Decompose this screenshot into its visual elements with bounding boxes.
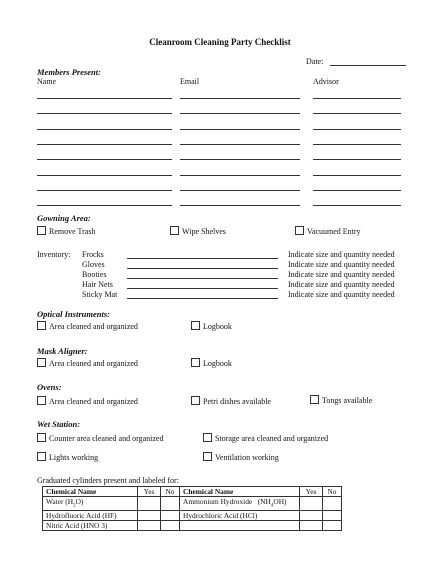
checkbox[interactable] <box>37 321 46 330</box>
col-chemical-name: Chemical Name <box>180 487 300 497</box>
member-field[interactable] <box>37 113 172 114</box>
inventory-field[interactable] <box>127 278 278 279</box>
no-cell[interactable] <box>161 497 180 511</box>
check-ovens-area[interactable]: Area cleaned and organized <box>37 396 138 406</box>
col-no: No <box>323 487 342 497</box>
date-field[interactable] <box>330 65 406 66</box>
inventory-item-sticky-mat: Sticky Mat <box>82 290 118 299</box>
inventory-field[interactable] <box>127 298 278 299</box>
member-field[interactable] <box>313 175 401 176</box>
member-field[interactable] <box>37 205 172 206</box>
column-advisor: Advisor <box>313 77 339 86</box>
inventory-field[interactable] <box>127 268 278 269</box>
member-field[interactable] <box>313 190 401 191</box>
member-field[interactable] <box>313 159 401 160</box>
mask-heading: Mask Aligner: <box>37 346 88 356</box>
yes-cell[interactable] <box>300 497 323 511</box>
inventory-item-hair-nets: Hair Nets <box>82 280 113 289</box>
yes-cell[interactable] <box>138 511 161 521</box>
no-cell[interactable] <box>323 511 342 521</box>
member-field[interactable] <box>37 175 172 176</box>
check-lights[interactable]: Lights working <box>37 452 98 462</box>
member-field[interactable] <box>37 98 172 99</box>
chemical-cell: Hydrochloric Acid (HCl) <box>180 511 300 521</box>
table-row <box>43 511 342 521</box>
checkbox[interactable] <box>191 358 200 367</box>
optical-heading: Optical Instruments: <box>37 309 110 319</box>
cylinders-table <box>42 486 342 531</box>
member-field[interactable] <box>313 144 401 145</box>
member-field[interactable] <box>37 159 172 160</box>
inventory-note: Indicate size and quantity needed <box>288 250 395 259</box>
checkbox[interactable] <box>203 433 212 442</box>
col-yes: Yes <box>138 487 161 497</box>
member-field[interactable] <box>180 144 300 145</box>
wet-heading: Wet Station: <box>37 419 81 429</box>
checkbox[interactable] <box>37 358 46 367</box>
checkbox[interactable] <box>191 396 200 405</box>
column-name: Name <box>37 77 57 86</box>
checkbox[interactable] <box>295 226 304 235</box>
checkbox[interactable] <box>37 396 46 405</box>
inventory-note: Indicate size and quantity needed <box>288 290 395 299</box>
member-field[interactable] <box>37 190 172 191</box>
yes-cell[interactable] <box>138 521 161 531</box>
ovens-heading: Ovens: <box>37 382 62 392</box>
member-field[interactable] <box>180 159 300 160</box>
table-header-row <box>43 487 342 497</box>
check-tongs[interactable]: Tongs available <box>310 395 372 405</box>
inventory-note: Indicate size and quantity needed <box>288 280 395 289</box>
member-field[interactable] <box>37 129 172 130</box>
table-row <box>43 521 342 531</box>
member-field[interactable] <box>180 190 300 191</box>
checkbox[interactable] <box>203 452 212 461</box>
checkbox[interactable] <box>310 395 319 404</box>
cylinders-caption: Graduated cylinders present and labeled for: <box>37 476 179 485</box>
checkbox[interactable] <box>37 452 46 461</box>
no-cell[interactable] <box>323 521 342 531</box>
chemical-cell: Hydrofluoric Acid (HF) <box>43 511 138 521</box>
yes-cell[interactable] <box>300 521 323 531</box>
no-cell[interactable] <box>323 497 342 511</box>
inventory-label: Inventory: <box>37 250 71 259</box>
check-optical-area[interactable]: Area cleaned and organized <box>37 321 138 331</box>
no-cell[interactable] <box>161 521 180 531</box>
check-storage-area[interactable]: Storage area cleaned and organized <box>203 433 328 443</box>
check-mask-logbook[interactable]: Logbook <box>191 358 232 368</box>
member-field[interactable] <box>37 144 172 145</box>
chemical-cell: Nitric Acid (HNO 3) <box>43 521 138 531</box>
inventory-field[interactable] <box>127 258 278 259</box>
member-field[interactable] <box>313 98 401 99</box>
col-no: No <box>161 487 180 497</box>
chemical-cell: Ammonium Hydroxide $(NH_4OH)$ <box>180 497 300 511</box>
check-petri-dishes[interactable]: Petri dishes available <box>191 396 271 406</box>
member-field[interactable] <box>180 175 300 176</box>
inventory-note: Indicate size and quantity needed <box>288 270 395 279</box>
chemical-cell <box>180 521 300 531</box>
check-counter-area[interactable]: Counter area cleaned and organized <box>37 433 163 443</box>
check-ventilation[interactable]: Ventilation working <box>203 452 279 462</box>
member-field[interactable] <box>313 205 401 206</box>
member-field[interactable] <box>180 205 300 206</box>
inventory-item-booties: Booties <box>82 270 107 279</box>
check-remove-trash[interactable]: Remove Trash <box>37 226 95 236</box>
member-field[interactable] <box>180 113 300 114</box>
member-field[interactable] <box>180 98 300 99</box>
check-wipe-shelves[interactable]: Wipe Shelves <box>170 226 226 236</box>
checkbox[interactable] <box>170 226 179 235</box>
check-mask-area[interactable]: Area cleaned and organized <box>37 358 138 368</box>
members-heading: Members Present: <box>37 67 101 77</box>
member-field[interactable] <box>180 129 300 130</box>
col-chemical-name: Chemical Name <box>43 487 138 497</box>
check-optical-logbook[interactable]: Logbook <box>191 321 232 331</box>
member-field[interactable] <box>313 113 401 114</box>
checkbox[interactable] <box>191 321 200 330</box>
inventory-item-gloves: Gloves <box>82 260 105 269</box>
checkbox[interactable] <box>37 433 46 442</box>
check-vacuumed-entry[interactable]: Vacuumed Entry <box>295 226 361 236</box>
table-row <box>43 497 342 511</box>
col-yes: Yes <box>300 487 323 497</box>
page-title: Cleanroom Cleaning Party Checklist <box>149 37 291 47</box>
chemical-cell: Water $(H_2O)$ <box>43 497 138 511</box>
yes-cell[interactable] <box>300 511 323 521</box>
gowning-heading: Gowning Area: <box>37 213 91 223</box>
no-cell[interactable] <box>161 511 180 521</box>
yes-cell[interactable] <box>138 497 161 511</box>
inventory-note: Indicate size and quantity needed <box>288 260 395 269</box>
checkbox[interactable] <box>37 226 46 235</box>
inventory-item-frocks: Frocks <box>82 250 104 259</box>
column-email: Email <box>180 77 200 86</box>
inventory-field[interactable] <box>127 288 278 289</box>
date-label: Date: <box>306 57 324 66</box>
member-field[interactable] <box>313 129 401 130</box>
